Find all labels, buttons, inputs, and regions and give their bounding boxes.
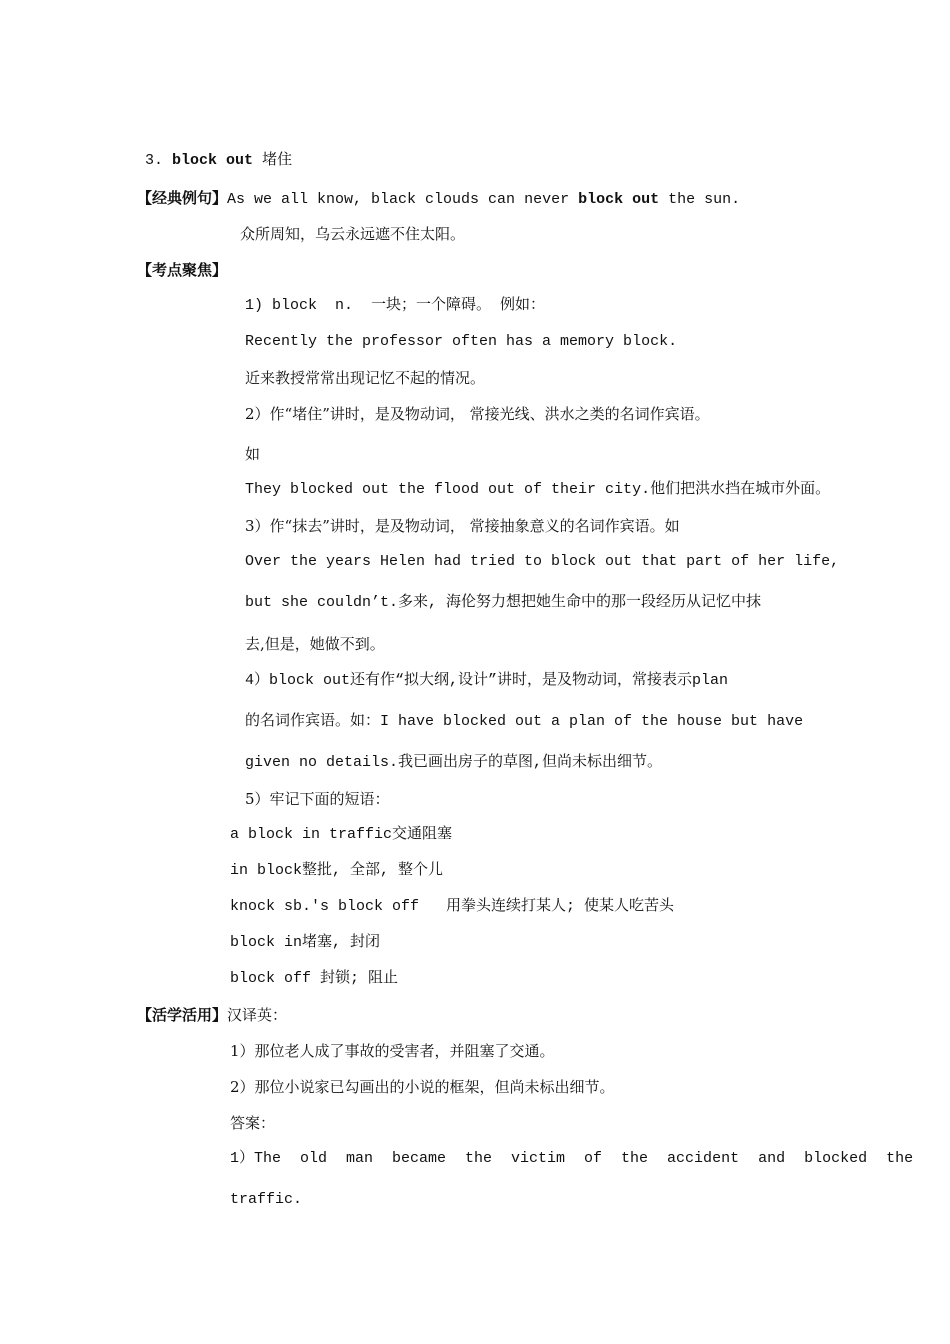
practice-q1: 1）那位老人成了事故的受害者，并阻塞了交通。 (230, 1042, 555, 1060)
answer-1-line2: traffic. (230, 1191, 303, 1208)
focus-p3-head: 3）作“抹去”讲时，是及物动词， 常接抽象意义的名词作宾语。如 (245, 517, 680, 535)
practice-q2: 2）那位小说家已勾画出的小说的框架，但尚未标出细节。 (230, 1078, 615, 1096)
answer-1-line1 (230, 1149, 914, 1169)
focus-p5-head: 5）牢记下面的短语： (245, 790, 390, 808)
practice-label: 【活学活用】 (137, 1006, 228, 1024)
example-sentence-bold: block out (578, 191, 660, 208)
focus-p1-en: Recently the professor often has a memory block. (245, 333, 678, 350)
focus-p4-line2: 的名词作宾语。如：I have blocked out a plan of the house but have (245, 713, 804, 730)
example-translation: 众所周知，乌云永远遮不住太阳。 (240, 225, 466, 243)
answer-label: 答案： (230, 1114, 276, 1132)
focus-p3-line1 (245, 552, 840, 572)
answer-1-line1-text: 1）The old man became the victim of the accident and blocked the (230, 1150, 914, 1167)
example-sentence-after: the sun. (659, 191, 741, 208)
phrase-item: a block in traffic交通阻塞 (230, 826, 453, 843)
focus-p2-example: They blocked out the flood out of their city.他们把洪水挡在城市外面。 (245, 481, 831, 498)
example-sentence-before: As we all know, black clouds can never (227, 191, 579, 208)
focus-p3-line2: but she couldn’t.多来, 海伦努力想把她生命中的那一段经历从记忆中抹 (245, 594, 762, 611)
example-sentence-line (137, 188, 740, 210)
focus-p2-head: 2）作“堵住”讲时，是及物动词， 常接光线、洪水之类的名词作宾语。 (245, 405, 710, 423)
focus-p3-line3: 去,但是，她做不到。 (245, 635, 385, 653)
example-label: 【经典例句】 (137, 189, 228, 207)
focus-p4-line1: 4）block out还有作“拟大纲,设计”讲时，是及物动词，常接表示plan (245, 672, 729, 689)
practice-instruction: 汉译英： (227, 1006, 288, 1024)
focus-p1-cn: 近来教授常常出现记忆不起的情况。 (245, 369, 486, 387)
phrase-item: knock sb.'s block off 用拳头连续打某人; 使某人吃苦头 (230, 898, 675, 915)
practice-line (137, 1005, 287, 1025)
phrase-item: in block整批, 全部, 整个儿 (230, 862, 444, 879)
focus-p4-line3: given no details.我已画出房子的草图,但尚未标出细节。 (245, 754, 663, 771)
heading-phrase: block out (172, 152, 254, 169)
heading-meaning: 堵住 (262, 152, 293, 169)
focus-p3-line1-text: Over the years Helen had tried to block out that part of her life, (245, 553, 840, 570)
focus-label: 【考点聚焦】 (137, 261, 228, 279)
heading-number: 3. (145, 152, 164, 169)
phrase-item: block in堵塞, 封闭 (230, 934, 381, 951)
focus-p1-head: 1) block n. 一块；一个障碍。 例如： (245, 297, 546, 314)
focus-p2-ru: 如 (245, 445, 261, 463)
section-heading (145, 151, 292, 171)
phrase-item: block off 封锁; 阻止 (230, 970, 399, 987)
